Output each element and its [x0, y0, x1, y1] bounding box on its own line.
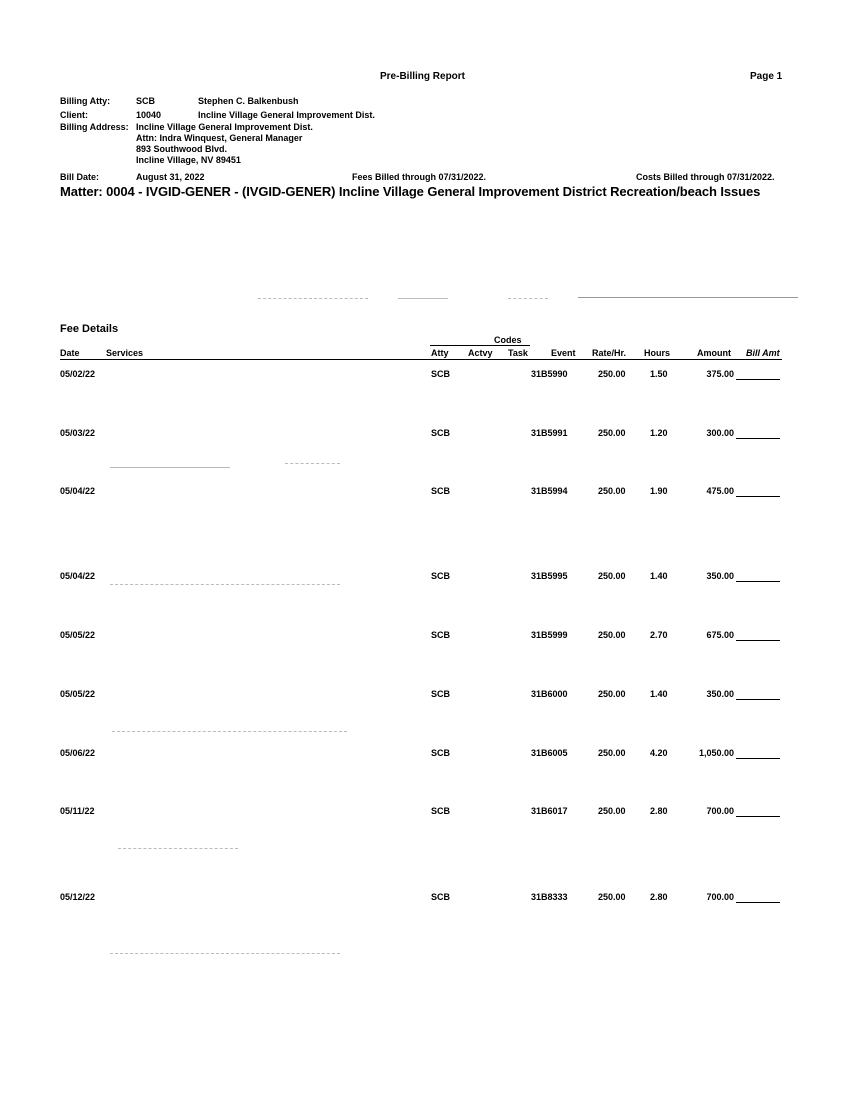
client-number: 10040 [136, 110, 162, 120]
scan-artifact [508, 298, 548, 299]
billing-atty-code: SCB [136, 96, 156, 106]
row-amount: 700.00 [706, 806, 734, 816]
row-hours: 2.80 [650, 806, 668, 816]
row-rate: 250.00 [598, 630, 626, 640]
row-hours: 1.50 [650, 369, 668, 379]
row-amount: 375.00 [706, 369, 734, 379]
scan-artifact [110, 467, 230, 468]
column-header-date: Date [60, 348, 80, 358]
row-event: 31B8333 [531, 892, 568, 902]
column-header-services: Services [106, 348, 144, 358]
row-hours: 4.20 [650, 748, 668, 758]
row-amount: 350.00 [706, 689, 734, 699]
row-date: 05/04/22 [60, 486, 96, 496]
row-atty: SCB [431, 369, 451, 379]
column-header-atty: Atty [431, 348, 449, 358]
row-hours: 1.40 [650, 689, 668, 699]
bill-amount-field[interactable] [736, 581, 780, 582]
fees-billed-through: Fees Billed through 07/31/2022. [352, 172, 487, 182]
row-rate: 250.00 [598, 486, 626, 496]
row-date: 05/11/22 [60, 806, 95, 816]
row-amount: 1,050.00 [698, 748, 734, 758]
bill-amount-field[interactable] [736, 758, 780, 759]
scan-artifact [578, 297, 798, 298]
bill-amount-field[interactable] [736, 379, 780, 380]
column-header-amount: Amount [697, 348, 731, 358]
row-event: 31B6017 [531, 806, 568, 816]
row-amount: 700.00 [706, 892, 734, 902]
scan-artifact [110, 584, 340, 585]
bill-date-label: Bill Date: [60, 172, 100, 182]
column-header-hours: Hours [644, 348, 671, 358]
billing-atty-label: Billing Atty: [60, 96, 111, 106]
row-atty: SCB [431, 892, 451, 902]
row-date: 05/03/22 [60, 428, 96, 438]
scan-artifact [285, 463, 340, 464]
bill-amount-field[interactable] [736, 640, 780, 641]
row-atty: SCB [431, 571, 451, 581]
page-number: Page 1 [750, 71, 783, 82]
row-atty: SCB [431, 486, 451, 496]
row-date: 05/05/22 [60, 689, 96, 699]
costs-billed-through: Costs Billed through 07/31/2022. [636, 172, 775, 182]
codes-underline [430, 345, 530, 346]
column-header-task: Task [508, 348, 528, 358]
bill-amount-field[interactable] [736, 438, 780, 439]
scan-artifact [398, 298, 448, 299]
column-header-bill-amt: Bill Amt [746, 348, 780, 358]
client-label: Client: [60, 110, 88, 120]
row-hours: 1.20 [650, 428, 668, 438]
row-event: 31B5991 [531, 428, 568, 438]
row-event: 31B5999 [531, 630, 568, 640]
row-atty: SCB [431, 689, 451, 699]
report-title: Pre-Billing Report [380, 71, 466, 82]
row-date: 05/06/22 [60, 748, 96, 758]
client-name: Incline Village General Improvement Dist. [198, 110, 375, 120]
row-rate: 250.00 [598, 892, 626, 902]
row-rate: 250.00 [598, 428, 626, 438]
row-hours: 2.80 [650, 892, 668, 902]
row-amount: 475.00 [706, 486, 734, 496]
column-header-event: Event [551, 348, 576, 358]
row-atty: SCB [431, 428, 451, 438]
scan-artifact [112, 731, 347, 732]
row-event: 31B5995 [531, 571, 568, 581]
row-date: 05/12/22 [60, 892, 96, 902]
column-header-rate: Rate/Hr. [592, 348, 627, 358]
billing-address-line: Attn: Indra Winquest, General Manager [136, 133, 303, 143]
billing-address-line: 893 Southwood Blvd. [136, 144, 228, 154]
row-hours: 1.40 [650, 571, 668, 581]
billing-address-line: Incline Village General Improvement Dist. [136, 122, 313, 132]
scan-artifact [110, 953, 340, 954]
bill-amount-field[interactable] [736, 902, 780, 903]
row-date: 05/04/22 [60, 571, 96, 581]
matter-title: Matter: 0004 - IVGID-GENER - (IVGID-GENER) Incline Village General Improvement District Recreation/beach Issues [60, 184, 761, 199]
row-hours: 1.90 [650, 486, 668, 496]
billing-address-label: Billing Address: [60, 122, 129, 132]
billing-atty-name: Stephen C. Balkenbush [198, 96, 299, 106]
fee-details-title: Fee Details [60, 323, 119, 335]
row-rate: 250.00 [598, 748, 626, 758]
row-rate: 250.00 [598, 689, 626, 699]
row-amount: 675.00 [706, 630, 734, 640]
row-atty: SCB [431, 806, 451, 816]
row-atty: SCB [431, 748, 451, 758]
row-amount: 350.00 [706, 571, 734, 581]
row-hours: 2.70 [650, 630, 668, 640]
bill-amount-field[interactable] [736, 816, 780, 817]
codes-header: Codes [494, 335, 522, 345]
row-rate: 250.00 [598, 369, 626, 379]
column-header-actvy: Actvy [468, 348, 493, 358]
bill-date: August 31, 2022 [136, 172, 205, 182]
row-atty: SCB [431, 630, 451, 640]
row-event: 31B5994 [531, 486, 568, 496]
row-event: 31B5990 [531, 369, 568, 379]
row-event: 31B6005 [531, 748, 568, 758]
row-rate: 250.00 [598, 571, 626, 581]
row-date: 05/02/22 [60, 369, 96, 379]
bill-amount-field[interactable] [736, 496, 780, 497]
row-rate: 250.00 [598, 806, 626, 816]
billing-address-line: Incline Village, NV 89451 [136, 155, 241, 165]
row-event: 31B6000 [531, 689, 568, 699]
header-rule [60, 359, 782, 360]
row-date: 05/05/22 [60, 630, 96, 640]
scan-artifact [258, 298, 368, 299]
row-amount: 300.00 [706, 428, 734, 438]
bill-amount-field[interactable] [736, 699, 780, 700]
scan-artifact [118, 848, 238, 849]
